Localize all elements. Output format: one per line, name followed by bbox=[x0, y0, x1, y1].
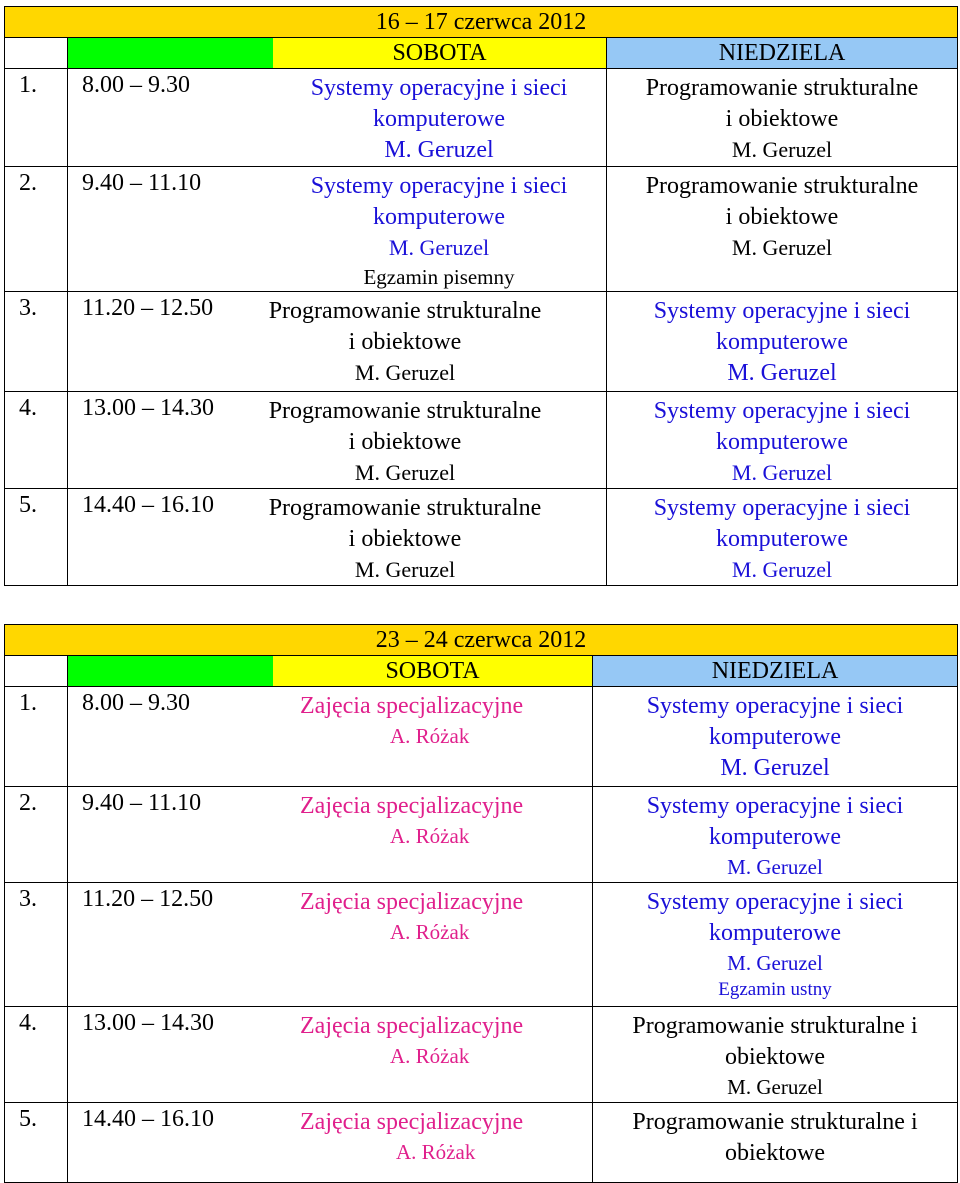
lecturer-name: M. Geruzel bbox=[384, 137, 494, 163]
saturday-label: SOBOTA bbox=[392, 40, 487, 66]
lecturer-name: M. Geruzel bbox=[731, 557, 833, 582]
lecturer-name: M. Geruzel bbox=[727, 951, 823, 975]
lecturer-name: A. Różak bbox=[390, 920, 470, 944]
subject-name-cont: i obiektowe bbox=[725, 106, 839, 132]
subject-name: Systemy operacyjne i sieci bbox=[646, 693, 904, 719]
lecturer-name: A. Różak bbox=[390, 724, 470, 748]
lecturer-name: A. Różak bbox=[390, 824, 470, 848]
subject-name-cont: i obiektowe bbox=[725, 204, 839, 230]
lecturer-name: M. Geruzel bbox=[731, 235, 833, 260]
slot-time: 13.00 – 14.30 bbox=[82, 395, 214, 421]
slot-time: 11.20 – 12.50 bbox=[82, 295, 214, 321]
subject-name-cont: obiektowe bbox=[725, 1140, 825, 1166]
subject-name: Zajęcia specjalizacyjne bbox=[300, 693, 524, 719]
subject-name: Programowanie strukturalne bbox=[268, 495, 542, 521]
subject-name: Systemy operacyjne i sieci bbox=[653, 495, 911, 521]
empty-header-cell bbox=[5, 38, 68, 69]
slot-number: 3. bbox=[5, 883, 68, 1007]
subject-name-cont: komputerowe bbox=[716, 329, 848, 355]
subject-name-cont: i obiektowe bbox=[348, 526, 462, 552]
subject-name: Programowanie strukturalne bbox=[645, 173, 919, 199]
lecturer-name: M. Geruzel bbox=[727, 855, 823, 879]
lecturer-name: M. Geruzel bbox=[354, 557, 456, 582]
slot-time: 13.00 – 14.30 bbox=[82, 1010, 214, 1036]
subject-name: Systemy operacyjne i sieci bbox=[310, 173, 568, 199]
slot-number: 2. bbox=[5, 787, 68, 883]
slot-number: 4. bbox=[5, 392, 68, 489]
slot-time: 8.00 – 9.30 bbox=[82, 72, 190, 98]
slot-time: 9.40 – 11.10 bbox=[82, 790, 202, 816]
saturday-header bbox=[68, 656, 593, 687]
lecturer-name: M. Geruzel bbox=[720, 755, 830, 781]
slot-number: 1. bbox=[5, 69, 68, 167]
subject-name-cont: komputerowe bbox=[709, 724, 841, 750]
sunday-header: NIEDZIELA bbox=[593, 656, 958, 687]
subject-name: Programowanie strukturalne bbox=[645, 75, 919, 101]
subject-name-cont: komputerowe bbox=[709, 824, 841, 850]
lecturer-name: M. Geruzel bbox=[727, 1075, 823, 1099]
subject-name-cont: obiektowe bbox=[725, 1044, 825, 1070]
subject-name: Zajęcia specjalizacyjne bbox=[300, 1109, 524, 1135]
saturday-header bbox=[68, 38, 607, 69]
lecturer-name: M. Geruzel bbox=[727, 360, 837, 386]
lecturer-name: M. Geruzel bbox=[731, 460, 833, 485]
schedule-table-2 bbox=[4, 624, 958, 1183]
subject-name: Programowanie strukturalne i bbox=[632, 1013, 918, 1039]
slot-time: 11.20 – 12.50 bbox=[82, 886, 214, 912]
lecturer-name: M. Geruzel bbox=[731, 137, 833, 162]
slot-time: 14.40 – 16.10 bbox=[82, 492, 214, 518]
subject-name-cont: komputerowe bbox=[373, 106, 505, 132]
exam-note: Egzamin pisemny bbox=[363, 265, 515, 289]
slot-time: 9.40 – 11.10 bbox=[82, 170, 202, 196]
subject-name: Programowanie strukturalne bbox=[268, 298, 542, 324]
slot-time: 14.40 – 16.10 bbox=[82, 1106, 214, 1132]
subject-name-cont: komputerowe bbox=[716, 429, 848, 455]
lecturer-name: M. Geruzel bbox=[388, 235, 490, 260]
slot-time: 8.00 – 9.30 bbox=[82, 690, 190, 716]
slot-number: 3. bbox=[5, 292, 68, 392]
slot-number: 5. bbox=[5, 1103, 68, 1183]
schedule-table-1 bbox=[4, 6, 958, 586]
exam-note: Egzamin ustny bbox=[718, 979, 832, 1000]
lecturer-name: A. Różak bbox=[390, 1044, 470, 1068]
empty-header-cell bbox=[5, 656, 68, 687]
slot-number: 4. bbox=[5, 1007, 68, 1103]
subject-name: Zajęcia specjalizacyjne bbox=[300, 1013, 524, 1039]
slot-number: 1. bbox=[5, 687, 68, 787]
subject-name: Systemy operacyjne i sieci bbox=[646, 889, 904, 915]
subject-name: Zajęcia specjalizacyjne bbox=[300, 793, 524, 819]
subject-name-cont: komputerowe bbox=[373, 204, 505, 230]
slot-number: 2. bbox=[5, 167, 68, 292]
lecturer-name: M. Geruzel bbox=[354, 360, 456, 385]
lecturer-name: M. Geruzel bbox=[354, 460, 456, 485]
subject-name-cont: i obiektowe bbox=[348, 329, 462, 355]
saturday-label: SOBOTA bbox=[385, 658, 480, 684]
subject-name: Programowanie strukturalne bbox=[268, 398, 542, 424]
subject-name: Systemy operacyjne i sieci bbox=[653, 298, 911, 324]
slot-number: 5. bbox=[5, 489, 68, 586]
sunday-header: NIEDZIELA bbox=[607, 38, 958, 69]
green-marker bbox=[68, 656, 273, 686]
subject-name: Systemy operacyjne i sieci bbox=[653, 398, 911, 424]
green-marker bbox=[68, 38, 273, 68]
subject-name: Systemy operacyjne i sieci bbox=[646, 793, 904, 819]
subject-name-cont: komputerowe bbox=[716, 526, 848, 552]
subject-name-cont: i obiektowe bbox=[348, 429, 462, 455]
lecturer-name: A. Różak bbox=[396, 1140, 476, 1164]
schedule-1-title: 16 – 17 czerwca 2012 bbox=[5, 7, 958, 38]
subject-name: Zajęcia specjalizacyjne bbox=[300, 889, 524, 915]
subject-name: Programowanie strukturalne i bbox=[632, 1109, 918, 1135]
subject-name: Systemy operacyjne i sieci bbox=[310, 75, 568, 101]
schedule-2-title: 23 – 24 czerwca 2012 bbox=[5, 625, 958, 656]
subject-name-cont: komputerowe bbox=[709, 920, 841, 946]
